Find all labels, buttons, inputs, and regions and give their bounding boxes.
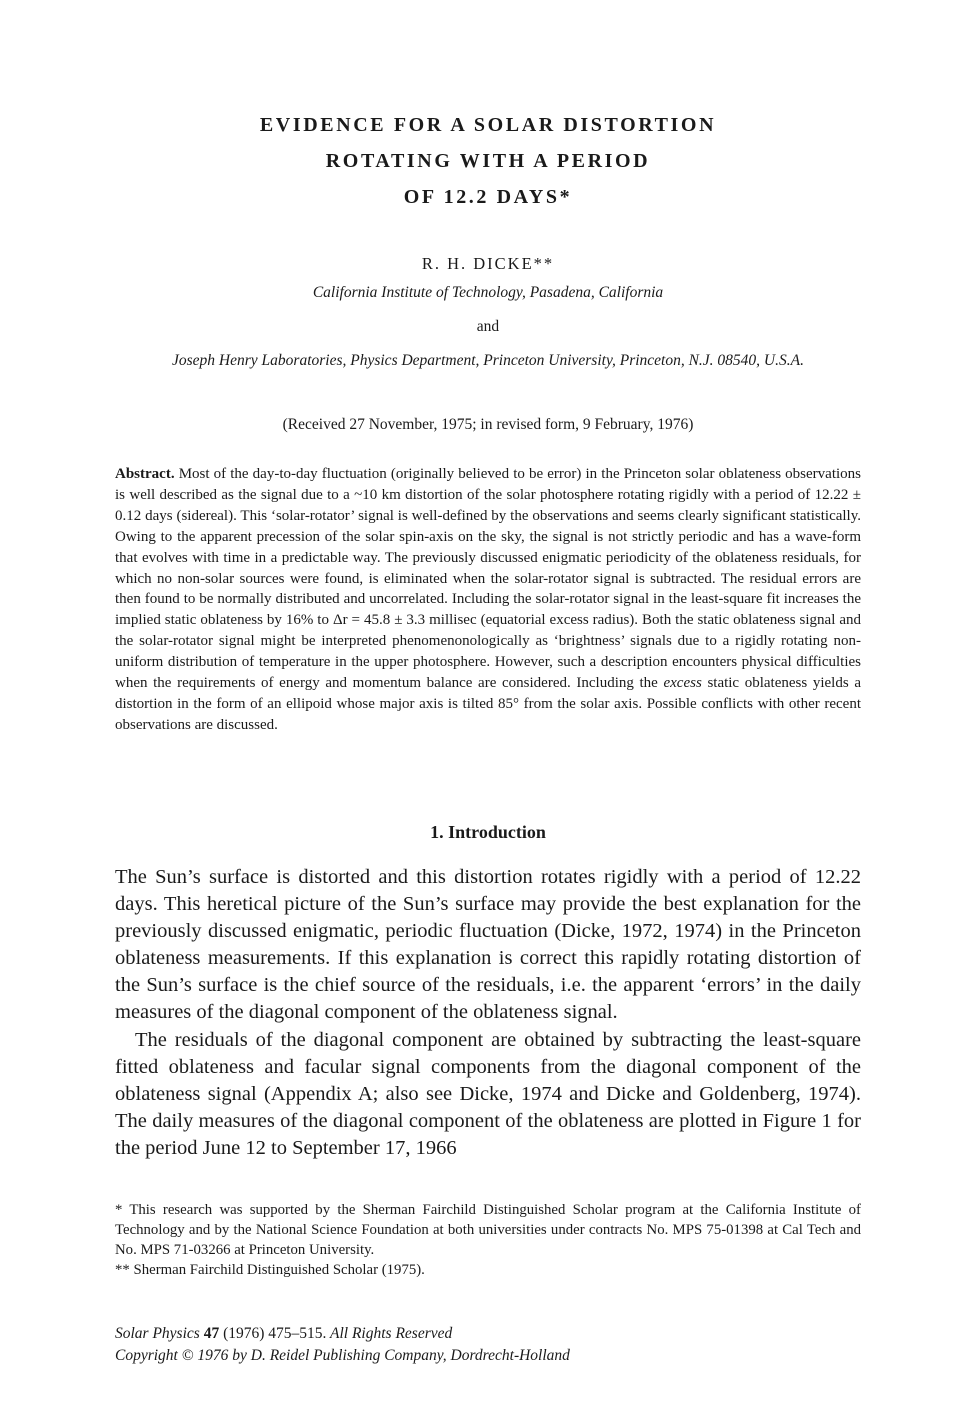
title-line-1: EVIDENCE FOR A SOLAR DISTORTION: [259, 114, 717, 136]
footnote-scholar: ** Sherman Fairchild Distinguished Scholar (1975).: [115, 1262, 425, 1278]
footnotes: [115, 1200, 861, 1280]
journal-name: Solar Physics: [115, 1325, 200, 1342]
journal-volume: 47: [203, 1325, 220, 1342]
abstract-text-part-2: static oblateness yields a distortion in the form of an ellipoid whose major axis is tilted 85° from the solar axis. Possible conflicts with other recent observations are discussed.: [115, 675, 861, 733]
section-heading-introduction: 1. Introduction: [430, 822, 546, 842]
title-line-3: OF 12.2 DAYS*: [403, 186, 573, 208]
footnote-funding: * This research was supported by the Sherman Fairchild Distinguished Scholar program at the California Institute of Technology and by the National Science Foundation at both universities under contracts No. MPS 75-01398 at Cal Tech and No. MPS 71-03266 at Princeton University.: [115, 1202, 861, 1258]
journal-reference: [115, 1323, 861, 1367]
affiliation-princeton: Joseph Henry Laboratories, Physics Department, Princeton University, Princeton, N.J. 08540, U.S.A.: [172, 352, 804, 369]
intro-paragraph-1: The Sun’s surface is distorted and this distortion rotates rigidly with a period of 12.22 days. This heretical picture of the Sun’s surface may provide the best explanation for the previously discussed enigmatic, periodic fluctuation (Dicke, 1972, 1974) in the Princeton oblateness measurements. If this explanation is correct this rapidly rotating distortion of the Sun’s surface is the chief source of the residuals, i.e. the apparent ‘errors’ in the daily measures of the diagonal component of the oblateness signal.: [115, 866, 861, 1024]
abstract-label: Abstract.: [115, 466, 175, 482]
journal-citation-line: [115, 1323, 861, 1345]
intro-paragraph-2: The residuals of the diagonal component are obtained by subtracting the least-square fitted oblateness and facular signal components from the diagonal component of the oblateness signal (Appendix A; also see Dicke, 1974 and Dicke and Goldenberg, 1974). The daily measures of the diagonal component of the oblateness are plotted in Figure 1 for the period June 12 to September 17, 1966: [115, 1028, 861, 1159]
copyright-line: Copyright © 1976 by D. Reidel Publishing Company, Dordrecht-Holland: [115, 1347, 570, 1364]
author-name: R. H. DICKE**: [421, 254, 555, 273]
journal-rights: All Rights Reserved: [330, 1325, 453, 1342]
affiliation-caltech: California Institute of Technology, Pasadena, California: [312, 284, 664, 301]
received-dates: (Received 27 November, 1975; in revised form, 9 February, 1976): [282, 416, 694, 433]
journal-pages: (1976) 475–515.: [223, 1325, 327, 1342]
introduction-body: [115, 864, 861, 1162]
title-line-2: ROTATING WITH A PERIOD: [325, 150, 651, 172]
affiliation-conjunction: and: [476, 318, 500, 335]
paper-title: [0, 107, 976, 215]
abstract-text-part-1: Most of the day-to-day fluctuation (originally believed to be error) in the Princeton solar oblateness observations is well described as the signal due to a ~10 km distortion of the solar photosphere rotating rigidly with a period of 12.22 ± 0.12 days (sidereal). This ‘solar-rotator’ signal is well-defined by the observations and seems clearly significant statistically. Owing to the apparent precession of the solar spin-axis on the sky, the signal is not strictly periodic and has a wave-form that evolves with time in a predictable way. The previously discussed enigmatic periodicity of the oblateness residuals, for which no non-solar sources were found, is eliminated when the solar-rotator signal is subtracted. The residual errors are then found to be normally distributed and uncorrelated. Including the solar-rotator signal in the least-square fit increases the implied static oblateness by 16% to Δr = 45.8 ± 3.3 millisec (equatorial excess radius). Both the static oblateness signal and the solar-rotator signal might be interpreted phenomenonologically as ‘brightness’ signals due to a rigidly rotating non-uniform distribution of temperature in the upper photosphere. However, such a description encounters physical difficulties when the requirements of energy and momentum balance are considered. Including the: [115, 466, 861, 692]
abstract-emphasis: excess: [663, 675, 702, 692]
abstract: [115, 464, 861, 736]
